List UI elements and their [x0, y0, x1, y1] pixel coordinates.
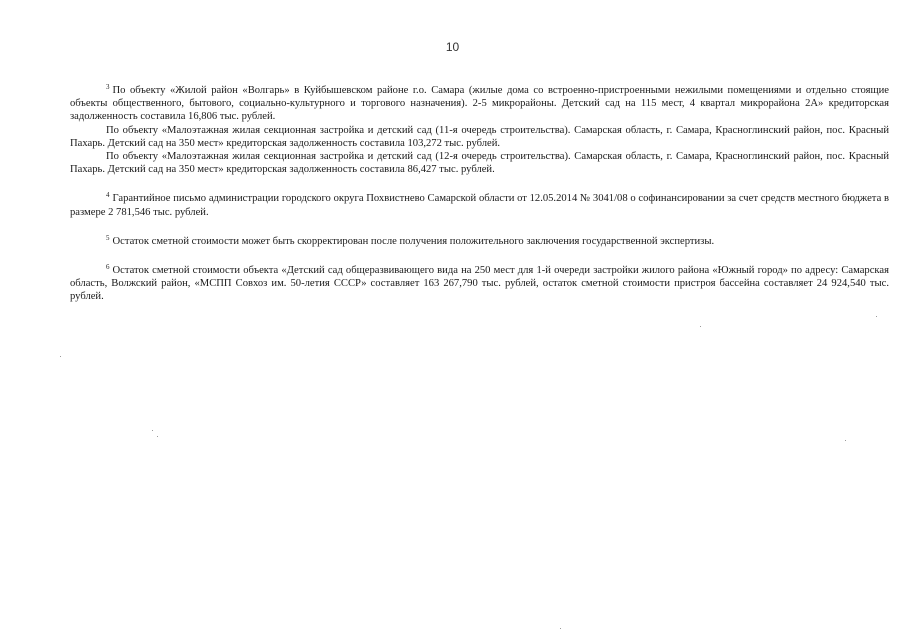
scan-speck — [700, 326, 701, 327]
footnote-paragraph — [70, 150, 889, 176]
scan-speck — [845, 440, 846, 441]
footnote-paragraph — [70, 192, 889, 218]
scan-speck — [876, 316, 877, 317]
footnote-mark: 6 — [106, 263, 110, 272]
footnote-text: По объекту «Жилой район «Волгарь» в Куйбышевском районе г.о. Самара (жилые дома со встроенно-пристроенными нежилыми помещениями и отдельно стоящие объекты общественного, бытового, социально-культурного и торгового назначения). 2-5 микрорайоны. Детский сад на 115 мест, 4 квартал микрорайона 2А» кредиторская задолженность составила 16,806 тыс. рублей. — [70, 85, 889, 123]
scan-speck — [60, 356, 61, 357]
footnote-text: По объекту «Малоэтажная жилая секционная застройка и детский сад (11-я очередь строительства). Самарская область, г. Самара, Красноглинский район, пос. Красный Пахарь. Детский сад на 350 мест» кредиторская задолженность составила 103,272 тыс. рублей. — [70, 124, 889, 149]
footnote-text: Гарантийное письмо администрации городского округа Похвистнево Самарской области от 12.05.2014 № 3041/08 о софинансировании за счет средств местного бюджета в размере 2 781,546 тыс. рублей. — [70, 193, 889, 218]
scan-speck — [157, 436, 158, 437]
footnote-5 — [70, 235, 889, 248]
footnote-6 — [70, 264, 889, 304]
footnote-paragraph — [70, 124, 889, 150]
footnote-text: По объекту «Малоэтажная жилая секционная застройка и детский сад (12-я очередь строительства). Самарская область, г. Самара, Красноглинский район, пос. Красный Пахарь. Детский сад на 350 мест» кредиторская задолженность составила 86,427 тыс. рублей. — [70, 151, 889, 176]
footnote-paragraph — [70, 264, 889, 304]
footnotes-block — [70, 84, 889, 304]
footnote-mark: 5 — [106, 233, 110, 242]
footnote-paragraph — [70, 235, 889, 248]
footnote-text: Остаток сметной стоимости объекта «Детский сад общеразвивающего вида на 250 мест для 1-й очереди застройки жилого района «Южный город» по адресу: Самарская область, Волжский район, «МСПП Совхоз им. 50-летия СССР» составляет 163 267,790 тыс. рублей, остаток сметной стоимости пристроя бассейна составляет 24 924,540 тыс. рублей. — [70, 265, 889, 303]
footnote-mark: 4 — [106, 191, 110, 200]
scan-speck — [560, 628, 561, 629]
footnote-mark: 3 — [106, 83, 110, 91]
scan-speck — [152, 430, 153, 431]
page-number: 10 — [445, 40, 460, 54]
footnote-text: Остаток сметной стоимости может быть скорректирован после получения положительного заключения государственной экспертизы. — [112, 235, 715, 247]
footnote-paragraph — [70, 84, 889, 124]
footnote-4 — [70, 192, 889, 218]
footnote-3 — [70, 84, 889, 176]
